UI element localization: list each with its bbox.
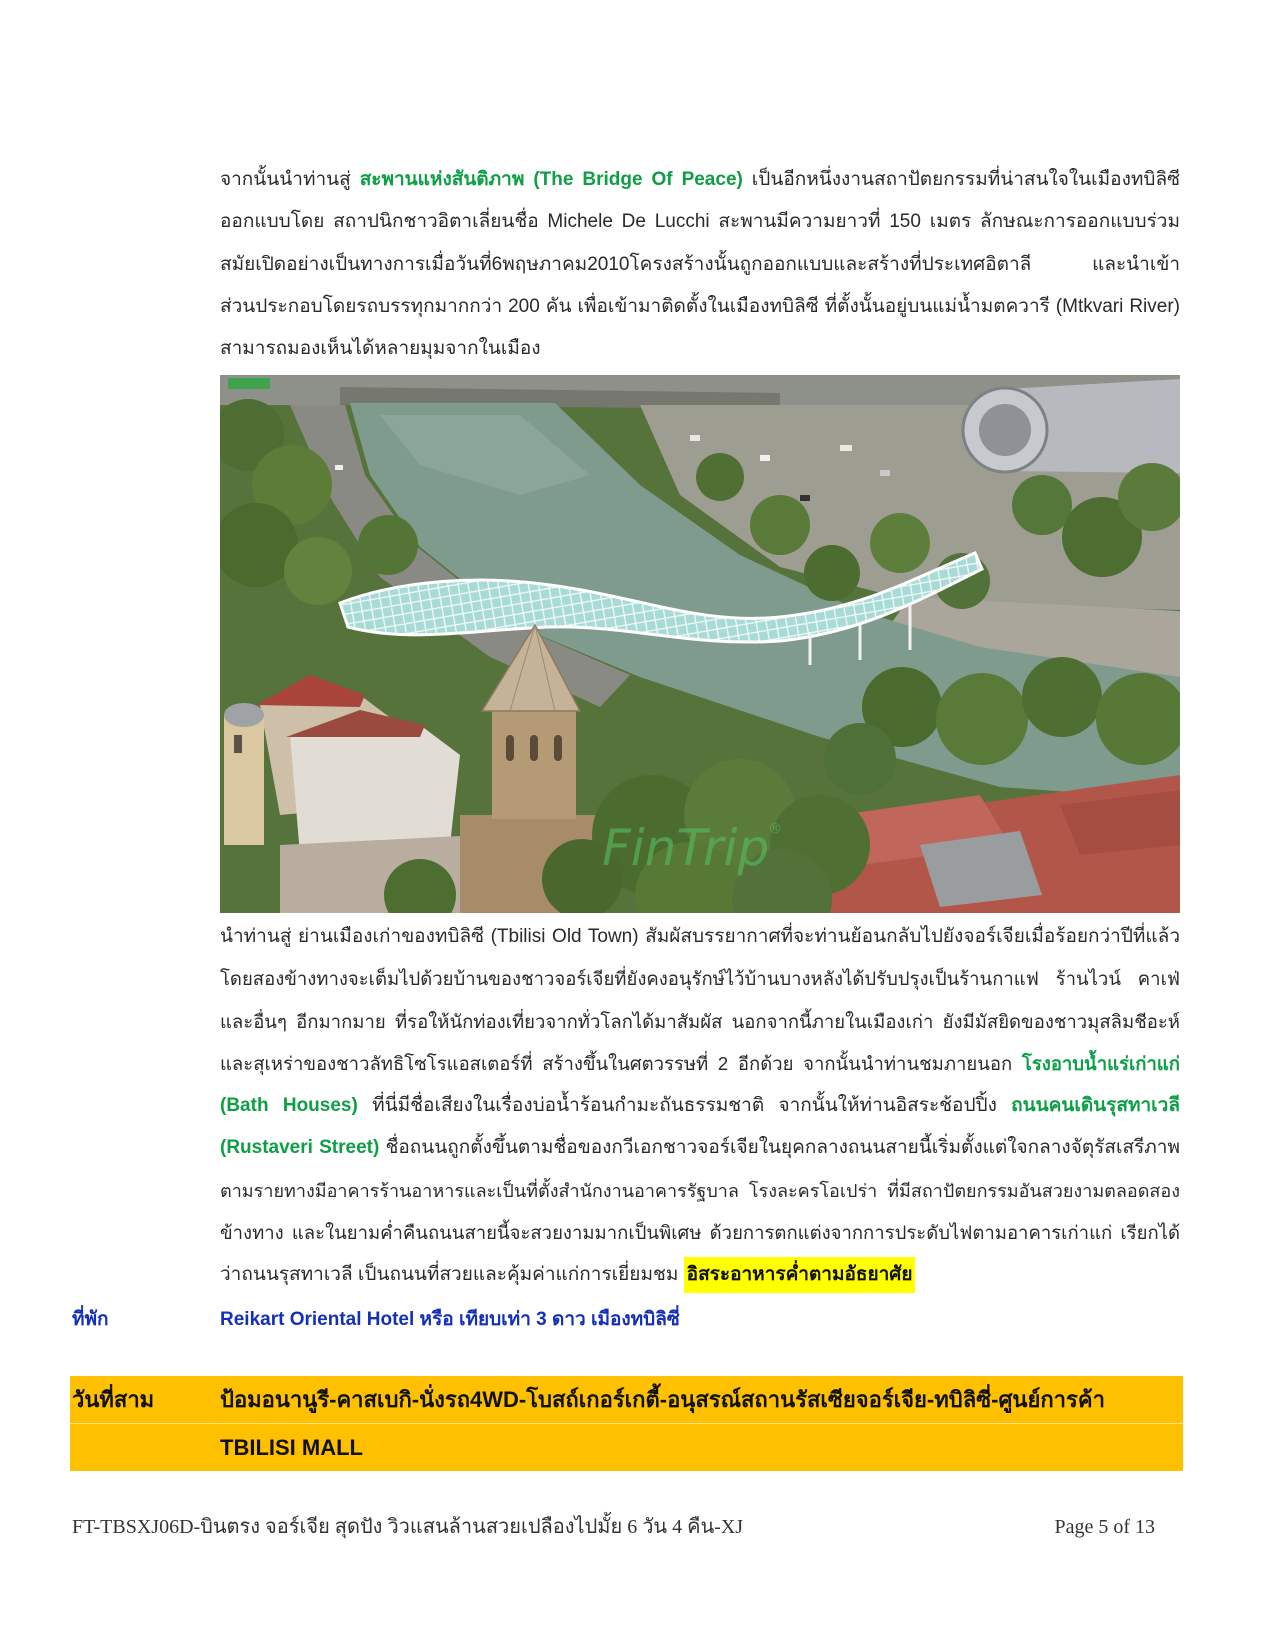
paragraph-line — [220, 244, 1180, 286]
photo-tree — [824, 723, 896, 795]
paragraph-line — [220, 1212, 1180, 1254]
body-text: ที่นี่มีชื่อเสียงในเรื่องบ่อน้ำร้อนกำมะถันธรรมชาติ จากนั้นให้ท่านอิสระช้อปปิ้ง — [357, 1095, 1012, 1117]
bridge-paragraph — [220, 159, 1180, 370]
place-name-highlight: โรงอาบน้ำแร่เก่าแก่ — [1021, 1052, 1180, 1074]
photo-church-window — [506, 735, 514, 761]
day-title-line: TBILISI MALL — [220, 1435, 363, 1460]
paragraph-line — [220, 916, 1180, 958]
photo-tree — [870, 513, 930, 573]
photo-bell-tower — [224, 715, 264, 845]
fintrip-watermark: FinTrip — [602, 819, 770, 877]
body-text: และสุเหร่าของชาวลัทธิโซโรแอสเตอร์ที่ สร้างขึ้นในศตวรรษที่ 2 อีกด้วย จากนั้นนำท่านชมภายนอก — [220, 1052, 1022, 1074]
body-text: นำท่านสู่ ย่านเมืองเก่าของทบิลิซี (Tbilisi Old Town) สัมผัสบรรยากาศที่จะท่านย้อนกลับไปยังจอร์เจียเมื่อร้อยกว่าปีที่แล้ว — [220, 926, 1180, 947]
photo-tree — [1012, 475, 1072, 535]
body-text: จากนั้นนำท่านสู่ — [220, 169, 360, 190]
photo-tree — [936, 673, 1028, 765]
photo-bus — [228, 378, 270, 389]
photo-church-drum — [492, 709, 576, 819]
photo-tree — [696, 453, 744, 501]
body-text: ส่วนประกอบโดยรถบรรทุกมากกว่า 200 คัน เพื่อเข้ามาติดตั้งในเมืองทบิลิซี ที่ตั้งนั้นอยู่บนแม่น้ำมตควารี (Mtkvari River) — [220, 295, 1180, 317]
paragraph-line — [220, 286, 1180, 328]
photo-church-window — [530, 735, 538, 761]
photo-tree — [804, 545, 860, 601]
accommodation-label: ที่พัก — [72, 1309, 109, 1330]
photo-music-theatre-inner — [979, 404, 1031, 456]
photo-canvas — [220, 375, 1180, 913]
accommodation-value: Reikart Oriental Hotel หรือ เทียบเท่า 3 ดาว เมืองทบิลิซี่ — [220, 1309, 680, 1330]
place-name-highlight: (Bath Houses) — [220, 1095, 358, 1117]
paragraph-line — [220, 1127, 1180, 1169]
photo-car — [880, 470, 890, 476]
old-town-paragraph — [220, 916, 1180, 1297]
body-text: ว่าถนนรุสทาเวลี เป็นถนนที่สวยและคุ้มค่าแก่การเยี่ยมชม — [220, 1264, 684, 1286]
body-text: สามารถมองเห็นได้หลายมุมจากในเมือง — [220, 338, 541, 360]
photo-tree — [750, 495, 810, 555]
body-text: ออกแบบโดย สถาปนิกชาวอิตาเลี่ยนชื่อ Michele De Lucchi สะพานมีความยาวที่ 150 เมตร ลักษณะการออกแบบร่วม — [220, 211, 1180, 233]
paragraph-line — [220, 1254, 1180, 1296]
body-text: เป็นอีกหนึ่งงานสถาปัตยกรรมที่น่าสนใจในเมืองทบิลิซี — [742, 169, 1180, 190]
photo-car — [690, 435, 700, 441]
day-label: วันที่สาม — [72, 1387, 155, 1412]
paragraph-line — [220, 1043, 1180, 1085]
body-text: และอื่นๆ อีกมากมาย ที่รอให้นักท่องเที่ยวจากทั่วโลกได้มาสัมผัส นอกจากนี้ภายในเมืองเก่า ยังมีมัสยิดของชาวมุสลิมชีอะห์ — [220, 1010, 1180, 1032]
footer-page-number: Page 5 of 13 — [1054, 1516, 1155, 1538]
photo-church-window — [554, 735, 562, 761]
place-name-highlight: สะพานแห่งสันติภาพ (The Bridge Of Peace) — [359, 169, 743, 190]
photo-tree — [358, 515, 418, 575]
place-name-highlight: ถนนคนเดินรุสทาเวลี — [1011, 1095, 1180, 1117]
paragraph-line — [220, 328, 1180, 370]
body-text: ชื่อถนนถูกตั้งขึ้นตามชื่อของกวีเอกชาวจอร์เจียในยุคกลางถนนสายนี้เริ่มตั้งแต่ใจกลางจัตุรัสเสรีภาพ — [379, 1137, 1180, 1159]
footer-tour-code: FT-TBSXJ06D-บินตรง จอร์เจีย สุดปัง วิวแสนล้านสวยเปลืองไปมั้ย 6 วัน 4 คืน-XJ — [72, 1516, 744, 1538]
bridge-of-peace-photo — [220, 375, 1180, 913]
body-text: ข้างทาง และในยามค่ำคืนถนนสายนี้จะสวยงามมากเป็นพิเศษ ด้วยการตกแต่งจากการประดับไฟตามอาคารเก่าแก่ เรียกได้ — [220, 1222, 1180, 1244]
paragraph-line — [220, 958, 1180, 1000]
body-text: โดยสองข้างทางจะเต็มไปด้วยบ้านของชาวจอร์เจียที่ยังคงอนุรักษ์ไว้บ้านบางหลังได้ปรับปรุงเป็นร้านกาแฟ ร้านไวน์ คาเฟ่ — [220, 968, 1180, 990]
photo-car — [840, 445, 852, 451]
photo-tree — [284, 537, 352, 605]
paragraph-line — [220, 1170, 1180, 1212]
photo-tree — [1022, 657, 1102, 737]
photo-bell-tower-dome — [224, 703, 264, 727]
photo-bell-tower-window — [234, 735, 242, 753]
photo-car — [335, 465, 343, 470]
day-header-band — [70, 1376, 1183, 1471]
body-text: ตามรายทางมีอาคารร้านอาหารและเป็นที่ตั้งสำนักงานอาคารรัฐบาล โรงละครโอเปร่า ที่มีสถาปัตยกรรมอันสวยงามตลอดสอง — [220, 1180, 1180, 1201]
fintrip-watermark-mark: ® — [768, 821, 782, 837]
body-text: สมัยเปิดอย่างเป็นทางการเมื่อวันที่6พฤษภาคม2010โครงสร้างนั้นถูกออกแบบและสร้างที่ประเทศอิตาลี และนำเข้า — [220, 253, 1180, 275]
photo-house — [290, 725, 460, 855]
place-name-highlight: (Rustaveri Street) — [220, 1137, 380, 1159]
paragraph-line — [220, 1001, 1180, 1043]
paragraph-line — [220, 201, 1180, 243]
paragraph-line — [220, 159, 1180, 201]
photo-car — [760, 455, 770, 461]
photo-car — [800, 495, 810, 501]
day-title-line: ป้อมอนานูรี-คาสเบกิ-นั่งรถ4WD-โบสถ์เกอร์เกตี้-อนุสรณ์สถานรัสเซียจอร์เจีย-ทบิลิซี่-ศูนย์การค้า — [220, 1387, 1105, 1412]
free-dinner-highlight: อิสระอาหารค่ำตามอัธยาศัย — [684, 1257, 916, 1293]
paragraph-line — [220, 1085, 1180, 1127]
